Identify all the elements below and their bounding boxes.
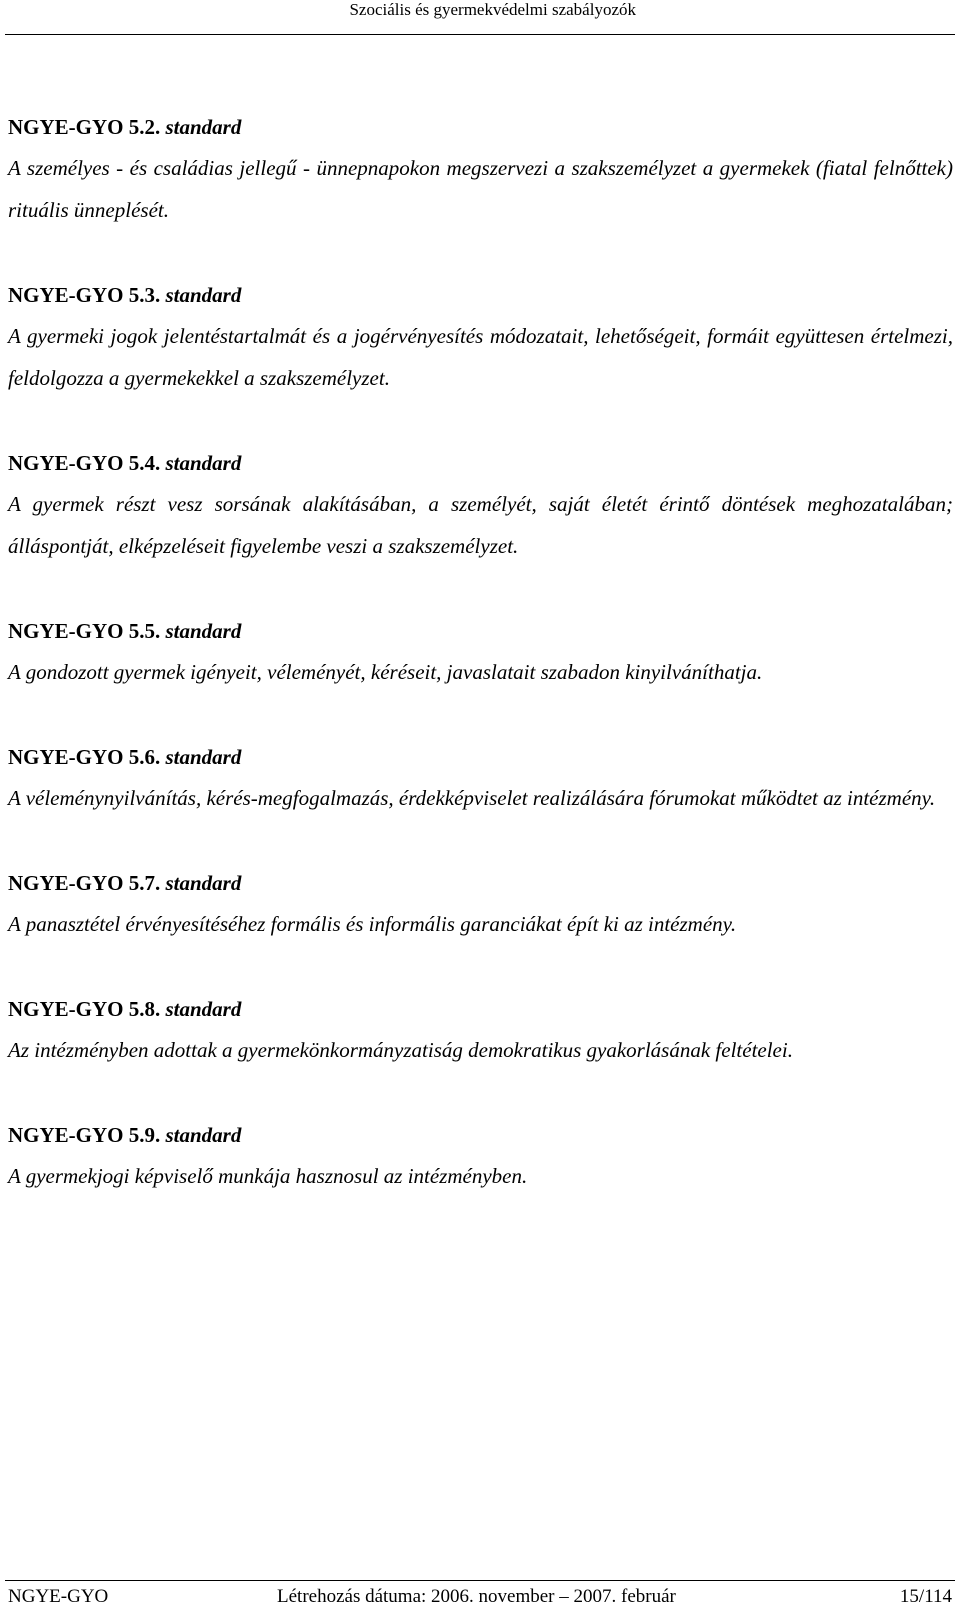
section-title — [8, 863, 953, 903]
document-body — [8, 107, 953, 1197]
section-spacer — [8, 231, 953, 275]
footer-creation-date: Létrehozás dátuma: 2006. november – 2007. február — [277, 1586, 676, 1607]
section-text: A panasztétel érvényesítéséhez formális és informális garanciákat épít ki az intézmény. — [8, 912, 737, 936]
section-label: standard — [165, 1123, 242, 1147]
section-title — [8, 1115, 953, 1155]
section-label: standard — [165, 745, 242, 769]
section-label: standard — [165, 997, 242, 1021]
header-divider — [5, 34, 955, 35]
standard-section — [8, 107, 953, 231]
standard-section — [8, 989, 953, 1071]
header-title: Szociális és gyermekvédelmi szabályozók — [349, 0, 636, 19]
standard-section — [8, 443, 953, 567]
section-spacer — [8, 819, 953, 863]
section-label: standard — [165, 283, 242, 307]
section-text: A gyermekjogi képviselő munkája hasznosul az intézményben. — [8, 1164, 528, 1188]
section-label: standard — [165, 619, 242, 643]
section-text: A személyes - és családias jellegű - ünnepnapokon megszervezi a szakszemélyzet a gyermekek (fiatal felnőttek) rituális ünneplését. — [8, 156, 953, 222]
section-code: NGYE-GYO 5.9. — [8, 1123, 161, 1147]
section-spacer — [8, 399, 953, 443]
section-text: Az intézményben adottak a gyermekönkormányzatiság demokratikus gyakorlásának feltételei. — [8, 1038, 793, 1062]
section-spacer — [8, 945, 953, 989]
section-code: NGYE-GYO 5.2. — [8, 115, 161, 139]
section-title — [8, 611, 953, 651]
section-spacer — [8, 693, 953, 737]
section-title — [8, 275, 953, 315]
section-text: A gyermeki jogok jelentéstartalmát és a jogérvényesítés módozatait, lehetőségeit, formáit együttesen értelmezi, feldolgozza a gyermekekkel a szakszemélyzet. — [8, 324, 953, 390]
section-code: NGYE-GYO 5.5. — [8, 619, 161, 643]
standard-section — [8, 863, 953, 945]
section-title — [8, 737, 953, 777]
section-title — [8, 443, 953, 483]
section-label: standard — [165, 871, 242, 895]
standard-section — [8, 1115, 953, 1197]
section-text: A gyermek részt vesz sorsának alakításában, a személyét, saját életét érintő döntések meghozatalában; álláspontját, elképzeléseit figyelembe veszi a szakszemélyzet. — [8, 492, 953, 558]
standard-section — [8, 611, 953, 693]
footer-doc-code: NGYE-GYO — [8, 1586, 109, 1607]
section-text: A gondozott gyermek igényeit, véleményét, kéréseit, javaslatait szabadon kinyilváníthatja. — [8, 660, 763, 684]
section-title — [8, 107, 953, 147]
section-code: NGYE-GYO 5.8. — [8, 997, 161, 1021]
section-text: A véleménynyilvánítás, kérés-megfogalmazás, érdekképviselet realizálására fórumokat működtet az intézmény. — [8, 786, 936, 810]
standard-section — [8, 737, 953, 819]
standard-section — [8, 275, 953, 399]
section-spacer — [8, 567, 953, 611]
section-label: standard — [165, 451, 242, 475]
page-header — [0, 0, 960, 36]
section-code: NGYE-GYO 5.4. — [8, 451, 161, 475]
section-code: NGYE-GYO 5.3. — [8, 283, 161, 307]
section-code: NGYE-GYO 5.7. — [8, 871, 161, 895]
footer-divider — [5, 1580, 955, 1581]
section-spacer — [8, 1071, 953, 1115]
footer-page-number: 15/114 — [899, 1586, 952, 1607]
section-code: NGYE-GYO 5.6. — [8, 745, 161, 769]
section-label: standard — [165, 115, 242, 139]
section-title — [8, 989, 953, 1029]
page-footer — [0, 1568, 960, 1607]
